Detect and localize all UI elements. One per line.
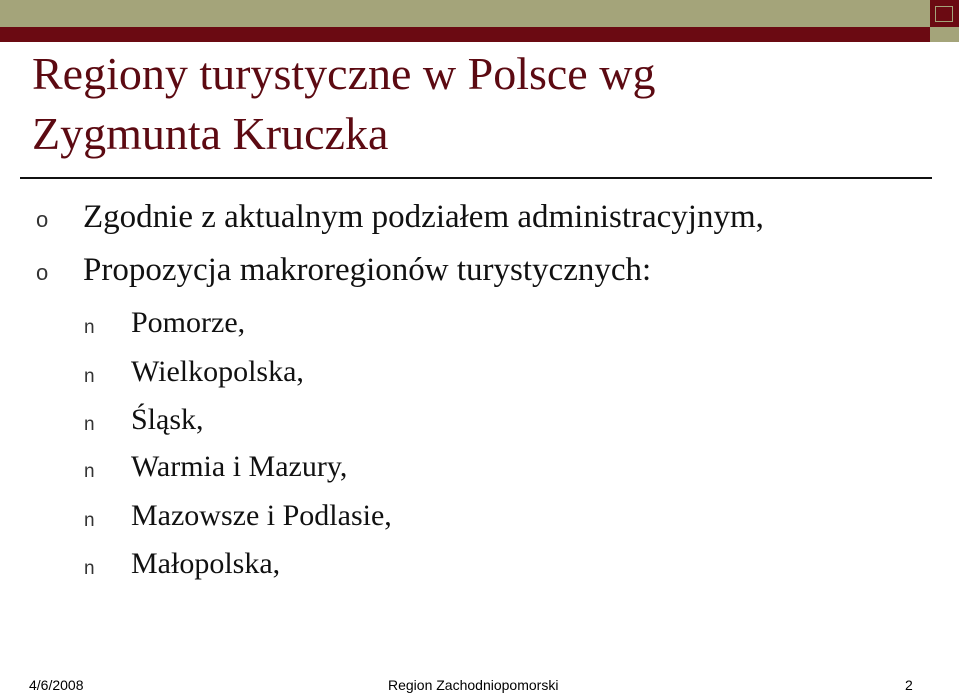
slide-title-line-2: Zygmunta Kruczka [32,108,389,159]
page-number: 2 [905,677,913,693]
footer-title: Region Zachodniopomorski [388,677,559,693]
bullet-marker-circle: o [36,207,49,232]
sub-bullet-item: Pomorze, [131,306,246,339]
sub-bullet-marker: n [84,461,95,482]
bullet-item: Zgodnie z aktualnym podziałem administracyjnym, [83,199,764,235]
sub-bullet-item: Śląsk, [131,403,204,436]
sub-bullet-item: Mazowsze i Podlasie, [131,499,392,532]
footer-date: 4/6/2008 [29,677,84,693]
slide-title-line-1: Regiony turystyczne w Polsce wg [32,48,656,99]
sub-bullet-marker: n [84,414,95,435]
sub-bullet-marker: n [84,366,95,387]
header-bar-olive [0,0,930,27]
corner-square-decoration [935,6,953,22]
corner-block-olive [930,27,959,42]
bullet-item: Propozycja makroregionów turystycznych: [83,252,652,288]
slide-title [32,44,912,164]
sub-bullet-item: Małopolska, [131,547,281,580]
title-divider [20,177,932,179]
sub-bullet-item: Warmia i Mazury, [131,450,348,483]
sub-bullet-marker: n [84,317,95,338]
sub-bullet-marker: n [84,558,95,579]
sub-bullet-item: Wielkopolska, [131,355,304,388]
sub-bullet-marker: n [84,510,95,531]
bullet-marker-circle: o [36,260,49,285]
header-bar-maroon [0,27,930,42]
